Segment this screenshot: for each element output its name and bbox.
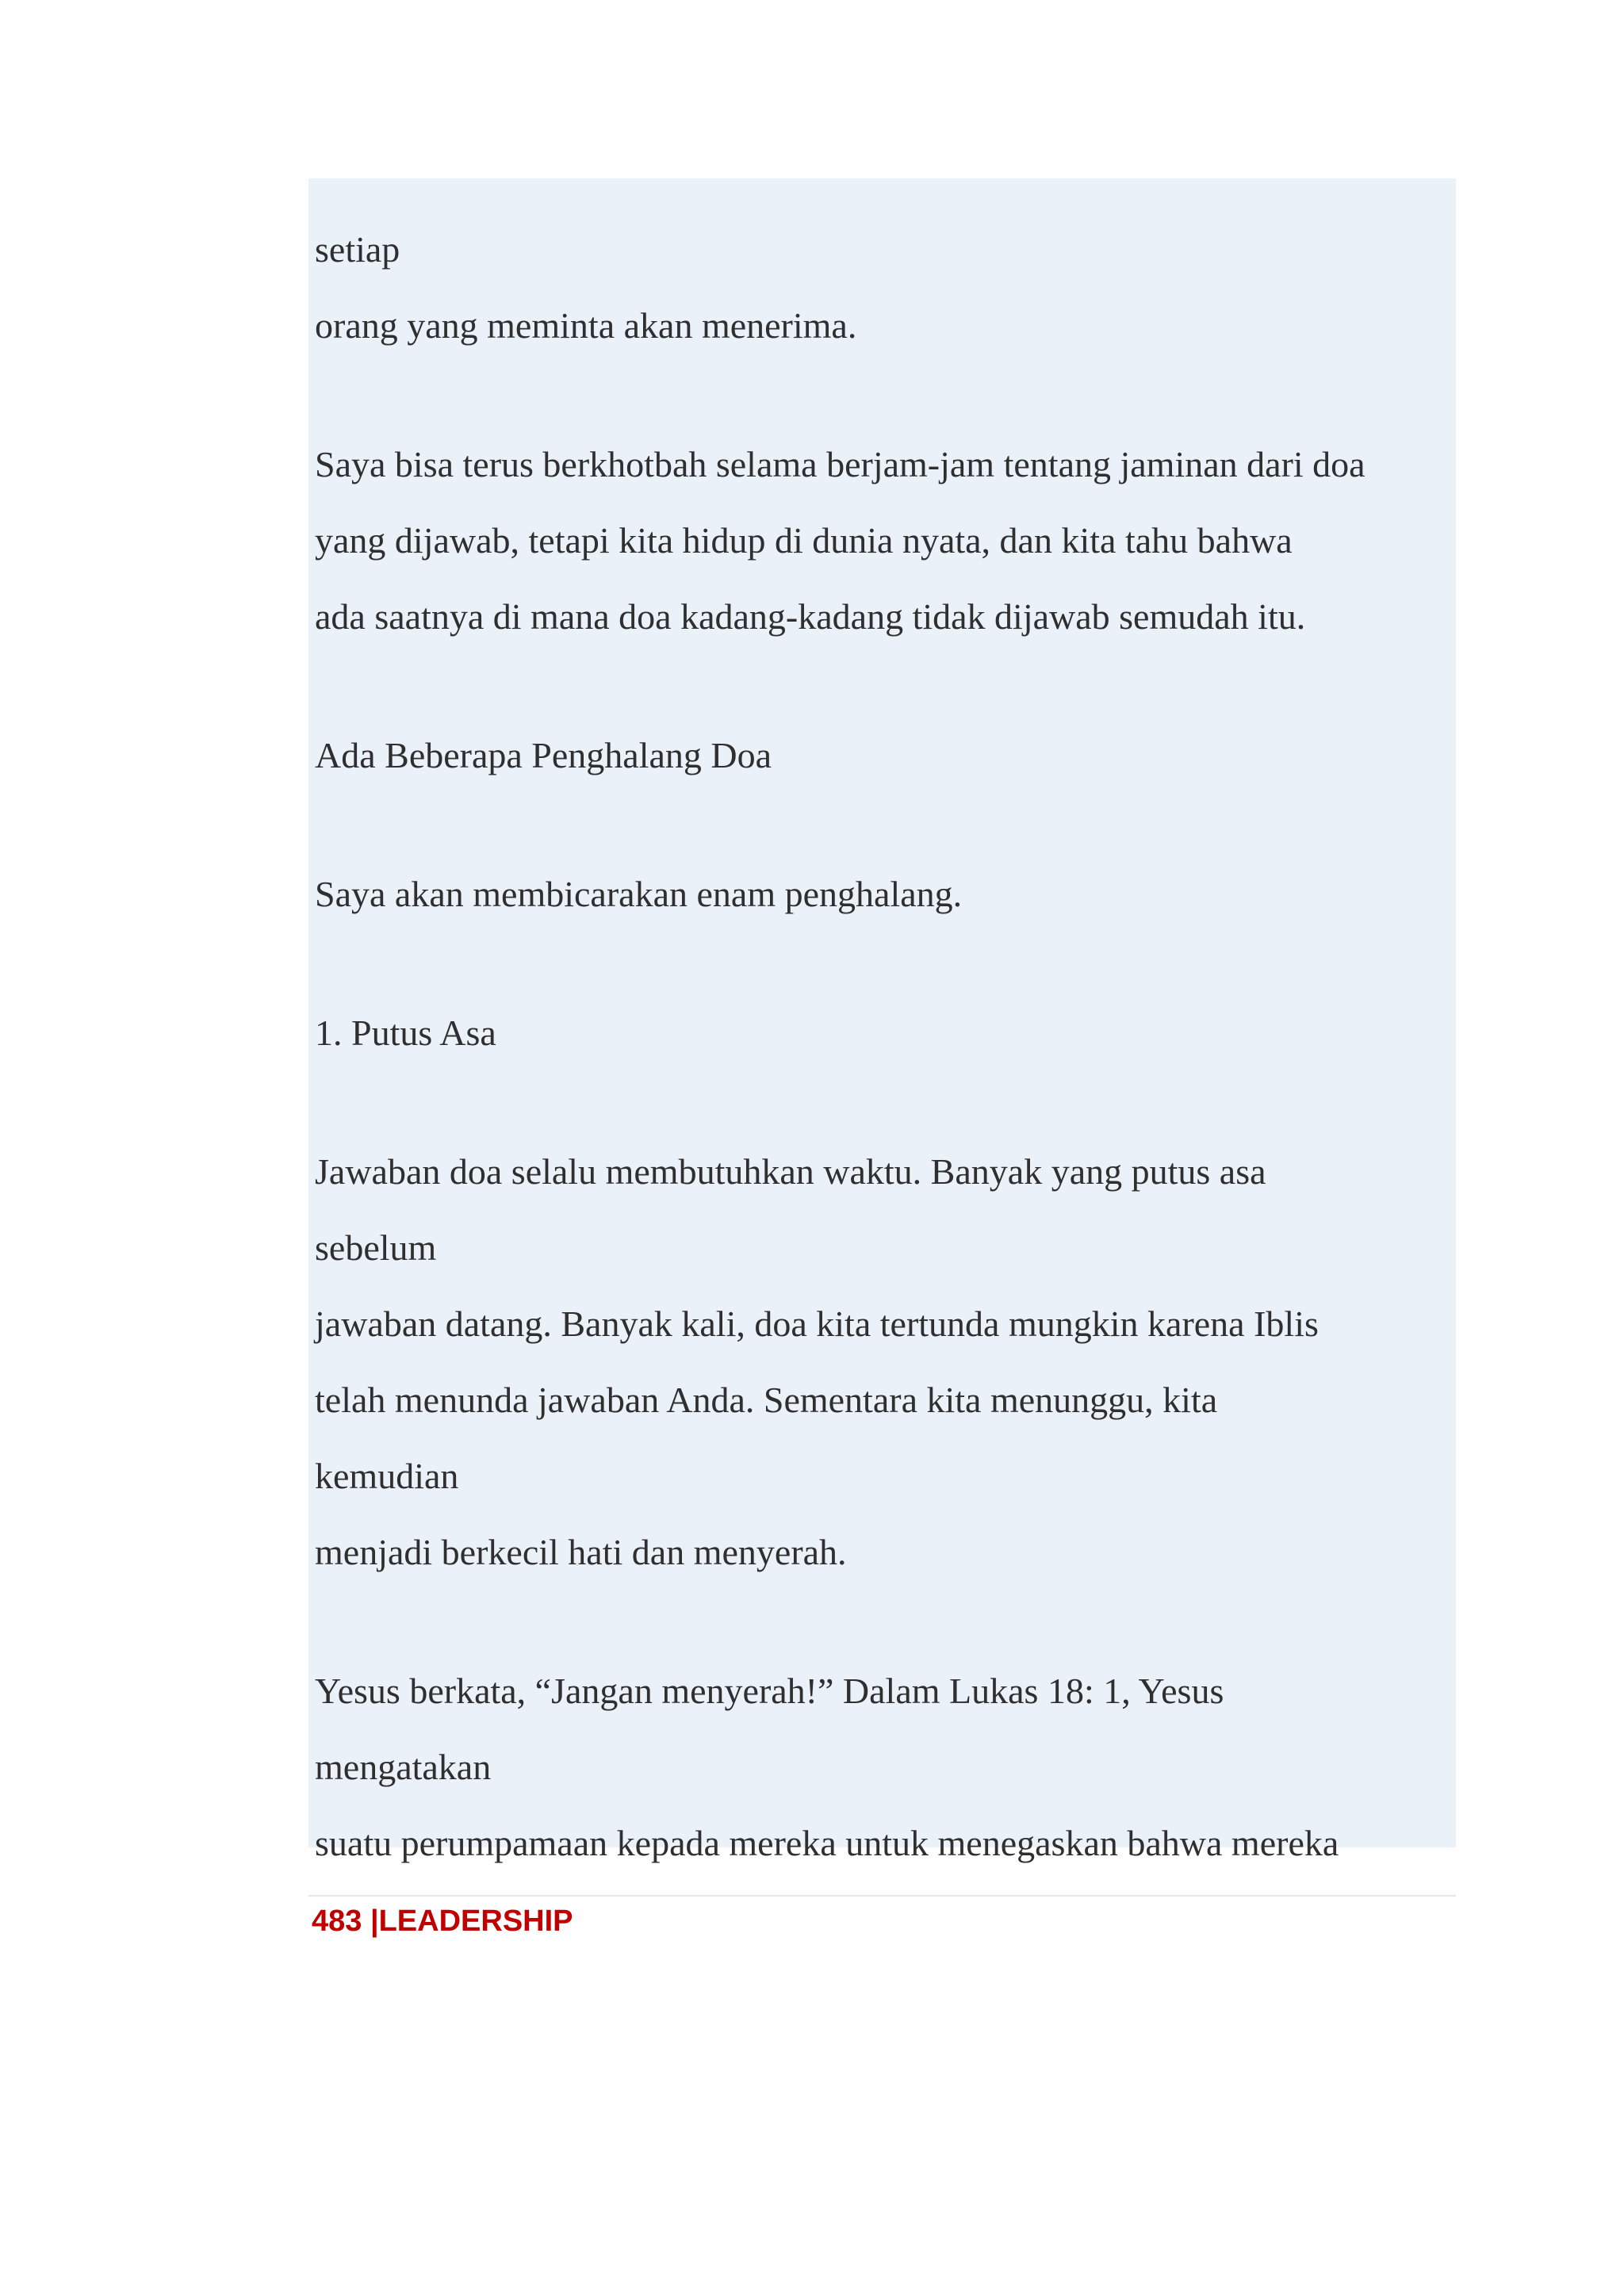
numbered-heading: 1. Putus Asa (315, 1013, 496, 1053)
blank-line (315, 364, 1456, 427)
text-line: suatu perumpamaan kepada mereka untuk menegaskan bahwa mereka (315, 1823, 1339, 1863)
text-line: mengatakan (315, 1747, 492, 1787)
blank-line (315, 1071, 1456, 1134)
text-line: Saya akan membicarakan enam penghalang. (315, 874, 963, 914)
footer-divider (308, 1895, 1456, 1897)
section-heading: Ada Beberapa Penghalang Doa (315, 735, 772, 775)
text-line: jawaban datang. Banyak kali, doa kita tertunda mungkin karena Iblis (315, 1303, 1319, 1344)
text-line: orang yang meminta akan menerima. (315, 305, 857, 346)
text-line: yang dijawab, tetapi kita hidup di dunia nyata, dan kita tahu bahwa (315, 520, 1293, 561)
blank-line (315, 932, 1456, 995)
text-line: sebelum (315, 1227, 437, 1268)
blank-line (315, 794, 1456, 856)
text-line: Yesus berkata, “Jangan menyerah!” Dalam Lukas 18: 1, Yesus (315, 1671, 1224, 1711)
blank-line (315, 655, 1456, 718)
blank-line (315, 1591, 1456, 1653)
page-footer: 483 |LEADERSHIP (312, 1904, 573, 1938)
text-line: ada saatnya di mana doa kadang-kadang tidak dijawab semudah itu. (315, 596, 1306, 637)
text-line: menjadi berkecil hati dan menyerah. (315, 1532, 847, 1572)
text-line: Saya bisa terus berkhotbah selama berjam-jam tentang jaminan dari doa (315, 444, 1365, 484)
text-line: setiap (315, 229, 400, 270)
text-line: kemudian (315, 1456, 459, 1496)
text-line: telah menunda jawaban Anda. Sementara kita menunggu, kita (315, 1380, 1218, 1420)
text-block (308, 178, 1456, 1863)
text-line: Jawaban doa selalu membutuhkan waktu. Banyak yang putus asa (315, 1151, 1266, 1192)
